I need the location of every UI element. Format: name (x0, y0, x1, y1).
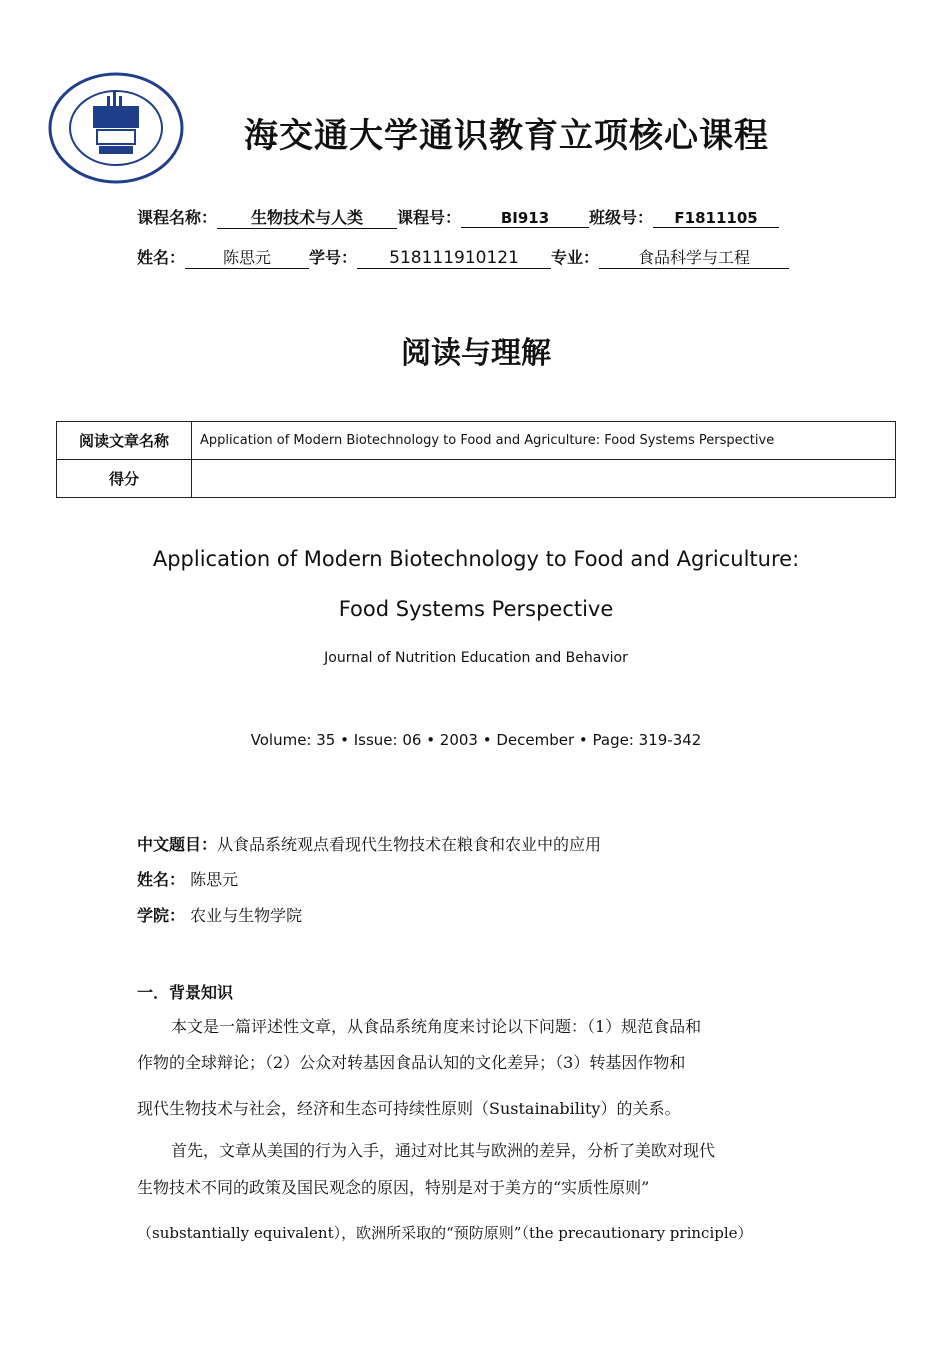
class-no-label: 班级号： (589, 208, 654, 227)
course-no-value: BI913 (461, 209, 589, 228)
university-seal-logo (47, 72, 185, 184)
article-name-label: 阅读文章名称 (57, 422, 192, 460)
author-name-label: 姓名： (137, 870, 186, 889)
volume-info: Volume: 35 • Issue: 06 • 2003 • December • Page: 319-342 (250, 731, 702, 749)
author-name-line (137, 867, 238, 890)
paragraph-line: （substantially equivalent），欧洲所采取的“预防原则”（the precautionary principle） (137, 1224, 753, 1242)
paragraph-line: 首先，文章从美国的行为入手，通过对比其与欧洲的差异，分析了美欧对现代 (171, 1141, 716, 1160)
college-line (137, 903, 302, 926)
section-title: 阅读与理解 (401, 336, 551, 371)
major-value: 食品科学与工程 (599, 245, 789, 269)
paper-title-line-1: Application of Modern Biotechnology to Food and Agriculture: (152, 547, 800, 571)
course-no-label: 课程号： (397, 208, 462, 227)
chinese-title-value: 从食品系统观点看现代生物技术在粮食和农业中的应用 (217, 835, 602, 854)
paragraph-line: 作物的全球辩论；（2）公众对转基因食品认知的文化差异；（3）转基因作物和 (137, 1053, 686, 1072)
score-value (192, 460, 896, 498)
college-value: 农业与生物学院 (190, 906, 303, 925)
name-value: 陈思元 (185, 245, 309, 269)
table-row (57, 460, 896, 498)
class-no-value: F1811105 (653, 209, 779, 228)
background-heading: 一．背景知识 (137, 983, 234, 1002)
name-label: 姓名： (137, 248, 186, 267)
table-row (57, 422, 896, 460)
course-info-row (137, 205, 779, 229)
student-id-value: 518111910121 (357, 248, 551, 269)
student-info-row (137, 245, 789, 269)
major-label: 专业： (551, 248, 600, 267)
course-name-label: 课程名称： (137, 208, 218, 227)
article-name-value: Application of Modern Biotechnology to Food and Agriculture: Food Systems Perspective (192, 422, 896, 460)
paragraph-line: 生物技术不同的政策及国民观念的原因，特别是对于美方的“实质性原则” (137, 1178, 650, 1197)
paragraph-line: 本文是一篇评述性文章，从食品系统角度来讨论以下问题：（1）规范食品和 (171, 1017, 702, 1036)
paper-title-line-2: Food Systems Perspective (338, 597, 614, 621)
score-label: 得分 (57, 460, 192, 498)
college-label: 学院： (137, 906, 186, 925)
student-id-label: 学号： (309, 248, 358, 267)
university-course-title: 海交通大学通识教育立项核心课程 (244, 116, 769, 156)
reading-info-table (56, 421, 896, 498)
chinese-title-label: 中文题目： (137, 835, 218, 854)
author-name-value: 陈思元 (190, 870, 239, 889)
paragraph-line: 现代生物技术与社会，经济和生态可持续性原则（Sustainability）的关系。 (137, 1099, 681, 1118)
journal-name: Journal of Nutrition Education and Behavior (324, 650, 628, 666)
course-name-value: 生物技术与人类 (217, 205, 397, 229)
chinese-title-line (137, 832, 601, 855)
